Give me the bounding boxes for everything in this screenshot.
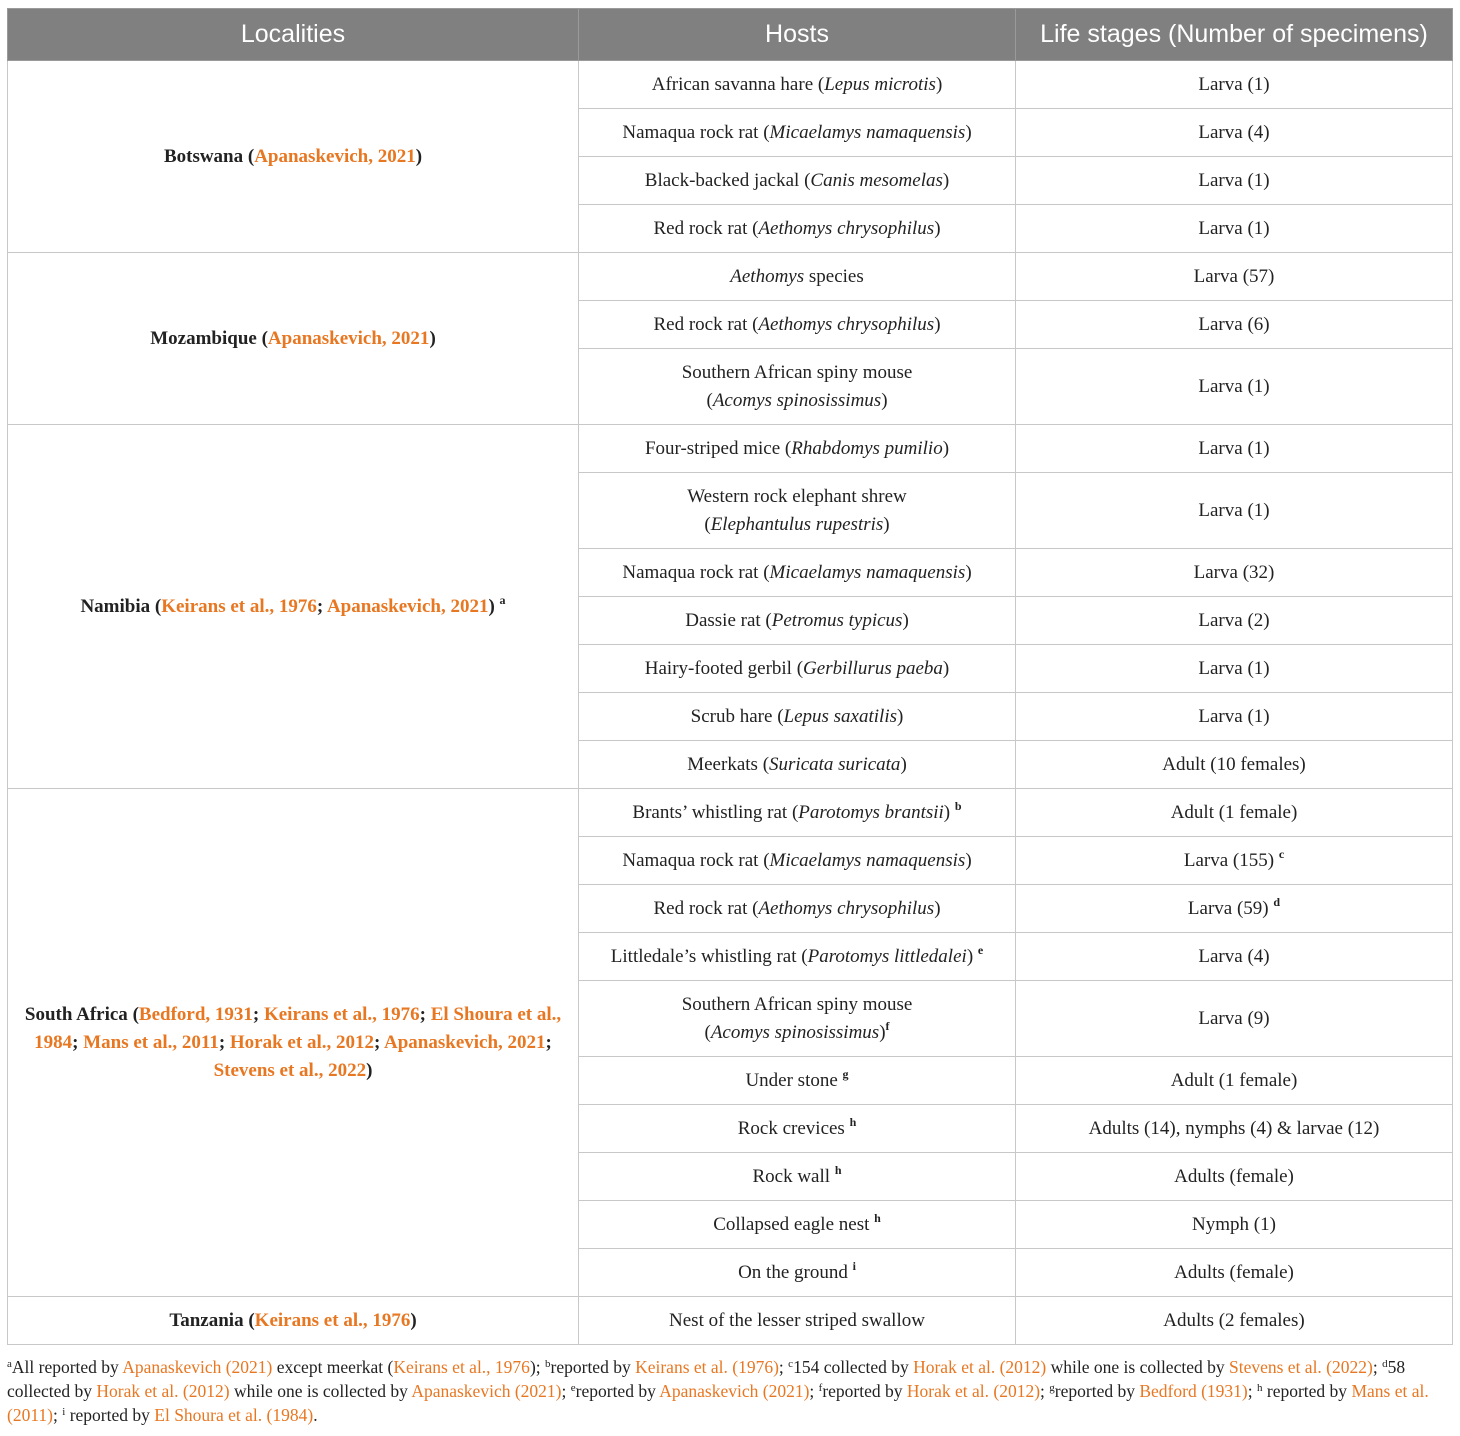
- host-name: Meerkats: [687, 753, 758, 775]
- life-stage-value: Larva (32): [1193, 561, 1275, 583]
- host-cell: Namaqua rock rat (Micaelamys namaquensis): [579, 109, 1016, 157]
- life-stage-cell: [1016, 693, 1453, 741]
- footnote-marker: c: [1278, 846, 1285, 861]
- life-stage-cell: [1016, 157, 1453, 205]
- reference-link[interactable]: Keirans et al., 1976: [254, 1309, 411, 1331]
- host-cell: [579, 253, 1016, 301]
- life-stage-cell: [1016, 1105, 1453, 1153]
- host-cell: Hairy-footed gerbil (Gerbillurus paeba): [579, 645, 1016, 693]
- reference-link[interactable]: Keirans et al., 1976: [263, 1003, 420, 1025]
- footnote-text: );: [529, 1357, 546, 1377]
- life-stage-value: Larva (1): [1198, 73, 1270, 95]
- life-stage-value: Larva (1): [1198, 437, 1270, 459]
- host-name: Scrub hare: [690, 705, 773, 727]
- footnote-marker: g: [1049, 1382, 1055, 1394]
- species-name: Lepus microtis: [824, 73, 936, 95]
- host-cell: Meerkats (Suricata suricata): [579, 741, 1016, 789]
- footnote-text: ;: [1247, 1381, 1257, 1401]
- footnote-marker: d: [1273, 894, 1281, 909]
- footnote-marker: c: [788, 1358, 794, 1370]
- footnote-text: ;: [1040, 1381, 1050, 1401]
- species-name: Lepus saxatilis: [783, 705, 897, 727]
- locality-name: Mozambique: [150, 327, 257, 349]
- life-stage-value: Larva (6): [1198, 313, 1270, 335]
- life-stage-value: Larva (9): [1198, 1007, 1270, 1029]
- reference-link[interactable]: Stevens et al. (2022): [1228, 1357, 1373, 1377]
- table-row: [8, 425, 1453, 473]
- life-stage-value: Larva (155): [1183, 849, 1275, 871]
- species-name: Aethomys chrysophilus: [758, 313, 935, 335]
- host-name: Brants’ whistling rat: [632, 801, 788, 823]
- footnote-marker: a: [499, 592, 506, 607]
- host-name: Collapsed eagle nest: [713, 1213, 870, 1235]
- host-cell: [579, 1105, 1016, 1153]
- reference-link[interactable]: Bedford (1931): [1139, 1381, 1248, 1401]
- locality-name: Botswana: [163, 145, 244, 167]
- species-name: Acomys spinosissimus: [710, 1021, 880, 1043]
- host-name: Southern African spiny mouse: [681, 993, 913, 1015]
- life-stage-cell: [1016, 933, 1453, 981]
- species-name: Elephantulus rupestris: [710, 513, 884, 535]
- life-stage-value: Larva (1): [1198, 499, 1270, 521]
- table-footnote: [7, 1355, 1455, 1427]
- locality-name: Tanzania: [169, 1309, 244, 1331]
- reference-link[interactable]: Horak et al., 2012: [229, 1031, 374, 1053]
- life-stage-cell: [1016, 981, 1453, 1057]
- locality-cell: Mozambique (Apanaskevich, 2021): [8, 253, 579, 425]
- locality-cell: Botswana (Apanaskevich, 2021): [8, 61, 579, 253]
- host-cell: Dassie rat (Petromus typicus): [579, 597, 1016, 645]
- life-stage-cell: [1016, 1057, 1453, 1105]
- reference-link[interactable]: Apanaskevich (2021): [659, 1381, 810, 1401]
- host-name: African savanna hare: [651, 73, 814, 95]
- life-stage-value: Larva (1): [1198, 217, 1270, 239]
- host-name: On the ground: [738, 1261, 848, 1283]
- life-stage-cell: [1016, 425, 1453, 473]
- species-name: Petromus typicus: [771, 609, 903, 631]
- life-stage-cell: [1016, 1297, 1453, 1345]
- life-stage-cell: [1016, 61, 1453, 109]
- life-stage-cell: [1016, 253, 1453, 301]
- reference-link[interactable]: Horak et al. (2012): [96, 1381, 230, 1401]
- host-cell: [579, 1297, 1016, 1345]
- life-stage-cell: [1016, 837, 1453, 885]
- host-cell: Four-striped mice (Rhabdomys pumilio): [579, 425, 1016, 473]
- host-cell: Western rock elephant shrew (Elephantulus rupestris): [579, 473, 1016, 549]
- host-cell: Southern African spiny mouse (Acomys spinosissimus)$^f$: [579, 981, 1016, 1057]
- footnote-marker: f: [885, 1018, 890, 1033]
- footnote-text: 154 collected by: [793, 1357, 914, 1377]
- locality-name: South Africa: [24, 1003, 128, 1025]
- life-stage-value: Adults (2 females): [1163, 1309, 1305, 1331]
- species-name: Aethomys chrysophilus: [758, 897, 935, 919]
- species-name: Rhabdomys pumilio: [791, 437, 943, 459]
- host-cell: Red rock rat (Aethomys chrysophilus): [579, 885, 1016, 933]
- footnote-marker: h: [834, 1162, 842, 1177]
- reference-link[interactable]: Apanaskevich, 2021: [384, 1031, 546, 1053]
- footnote-text: ;: [1372, 1357, 1383, 1377]
- host-name: Red rock rat: [653, 313, 748, 335]
- species-name: Canis mesomelas: [810, 169, 943, 191]
- footnote-text: .: [313, 1405, 318, 1425]
- life-stage-cell: [1016, 789, 1453, 837]
- life-stage-value: Larva (2): [1198, 609, 1270, 631]
- footnote-marker: f: [818, 1382, 823, 1394]
- footnote-text: while one is collected by: [229, 1381, 412, 1401]
- reference-link[interactable]: Apanaskevich, 2021: [254, 145, 416, 167]
- host-suffix: species: [804, 265, 864, 287]
- table-row: [8, 61, 1453, 109]
- header-life-stages: Life stages (Number of specimens): [1016, 9, 1453, 61]
- footnote-marker: e: [570, 1382, 576, 1394]
- host-name: Black-backed jackal: [644, 169, 800, 191]
- life-stage-value: Adults (14), nymphs (4) & larvae (12): [1088, 1117, 1380, 1139]
- footnote-text: All reported by: [11, 1357, 123, 1377]
- footnote-marker: g: [842, 1066, 849, 1081]
- host-name: Nest of the lesser striped swallow: [669, 1309, 925, 1331]
- life-stage-value: Larva (4): [1198, 945, 1270, 967]
- host-name: Rock wall: [752, 1165, 831, 1187]
- footnote-text: ;: [561, 1381, 571, 1401]
- life-stage-value: Adult (1 female): [1170, 1069, 1298, 1091]
- life-stage-cell: [1016, 549, 1453, 597]
- host-name: Red rock rat: [653, 897, 748, 919]
- host-name: Namaqua rock rat: [622, 561, 759, 583]
- table-body: [8, 61, 1453, 1345]
- reference-link[interactable]: Keirans et al. (1976): [635, 1357, 779, 1377]
- locality-cell: Tanzania (Keirans et al., 1976): [8, 1297, 579, 1345]
- footnote-marker: a: [7, 1358, 12, 1370]
- species-name: Suricata suricata: [769, 753, 901, 775]
- host-name: Namaqua rock rat: [622, 849, 759, 871]
- footnote-text: ;: [778, 1357, 789, 1377]
- host-name: Dassie rat: [685, 609, 761, 631]
- life-stage-value: Larva (59): [1187, 897, 1269, 919]
- header-hosts: Hosts: [579, 9, 1016, 61]
- host-name: Namaqua rock rat: [622, 121, 759, 143]
- footnote-text: reported by: [550, 1357, 636, 1377]
- footnote-text: ;: [53, 1405, 63, 1425]
- reference-link[interactable]: Stevens et al., 2022: [213, 1059, 367, 1081]
- host-cell: [579, 1249, 1016, 1297]
- footnote-text: reported by: [1054, 1381, 1140, 1401]
- reference-link[interactable]: Keirans et al., 1976: [161, 595, 317, 617]
- host-name: Littledale’s whistling rat: [610, 945, 797, 967]
- host-cell: [579, 1153, 1016, 1201]
- footnote-text: reported by: [822, 1381, 907, 1401]
- host-cell: [579, 1057, 1016, 1105]
- footnote-marker: h: [849, 1114, 857, 1129]
- host-cell: Southern African spiny mouse (Acomys spinosissimus): [579, 349, 1016, 425]
- life-stage-value: Larva (1): [1198, 169, 1270, 191]
- host-name: Red rock rat: [653, 217, 748, 239]
- reference-link[interactable]: Apanaskevich (2021): [411, 1381, 562, 1401]
- footnote-marker: i: [62, 1406, 66, 1418]
- reference-link[interactable]: Bedford, 1931: [138, 1003, 253, 1025]
- reference-link[interactable]: Mans et al., 2011: [83, 1031, 219, 1053]
- host-name: Hairy-footed gerbil: [644, 657, 792, 679]
- host-cell: Red rock rat (Aethomys chrysophilus): [579, 205, 1016, 253]
- host-cell: Red rock rat (Aethomys chrysophilus): [579, 301, 1016, 349]
- species-name: Parotomys littledalei: [807, 945, 967, 967]
- footnote-text: reported by: [575, 1381, 660, 1401]
- life-stage-cell: [1016, 1153, 1453, 1201]
- species-name: Micaelamys namaquensis: [769, 849, 966, 871]
- life-stage-cell: [1016, 349, 1453, 425]
- life-stage-value: Adults (female): [1174, 1261, 1294, 1283]
- footnote-text: except meerkat (: [272, 1357, 394, 1377]
- life-stage-value: Nymph (1): [1192, 1213, 1276, 1235]
- host-cell: Littledale’s whistling rat (Parotomys littledalei) $^e$: [579, 933, 1016, 981]
- host-cell: Namaqua rock rat (Micaelamys namaquensis): [579, 837, 1016, 885]
- life-stage-value: Adult (1 female): [1170, 801, 1298, 823]
- life-stage-cell: [1016, 473, 1453, 549]
- life-stage-cell: [1016, 1249, 1453, 1297]
- table-row: [8, 1297, 1453, 1345]
- life-stage-cell: [1016, 885, 1453, 933]
- life-stage-value: Larva (1): [1198, 705, 1270, 727]
- host-name: Western rock elephant shrew: [687, 485, 907, 507]
- life-stage-value: Adult (10 females): [1162, 753, 1306, 775]
- host-name: Under stone: [745, 1069, 838, 1091]
- life-stage-cell: [1016, 597, 1453, 645]
- locality-cell: Namibia (Keirans et al., 1976; Apanaskevich, 2021) $^a$: [8, 425, 579, 789]
- host-name: Southern African spiny mouse: [681, 361, 913, 383]
- life-stage-value: Adults (female): [1174, 1165, 1294, 1187]
- reference-link[interactable]: Apanaskevich, 2021: [267, 327, 430, 349]
- host-cell: [579, 1201, 1016, 1249]
- reference-link[interactable]: El Shoura et al., 1984: [34, 1003, 562, 1053]
- host-cell: Brants’ whistling rat (Parotomys brantsii) $^b$: [579, 789, 1016, 837]
- footnote-marker: i: [852, 1258, 856, 1273]
- locality-cell: South Africa (Bedford, 1931; Keirans et al., 1976; El Shoura et al., 1984; Mans et al., 2011; Horak et al., 2012; Apanaskevich, 2021; Stevens et al., 2022): [8, 789, 579, 1297]
- life-stage-value: Larva (57): [1193, 265, 1275, 287]
- species-name: Gerbillurus paeba: [803, 657, 943, 679]
- reference-link[interactable]: Mans et al. (2011): [7, 1381, 1429, 1425]
- footnote-marker: h: [874, 1210, 881, 1225]
- footnote-marker: d: [1382, 1358, 1388, 1370]
- life-stage-cell: [1016, 1201, 1453, 1249]
- reference-link[interactable]: Horak et al. (2012): [906, 1381, 1041, 1401]
- reference-link[interactable]: Apanaskevich (2021): [122, 1357, 273, 1377]
- life-stage-value: Larva (1): [1198, 375, 1270, 397]
- reference-link[interactable]: Keirans et al., 1976: [393, 1357, 530, 1377]
- table-row: [8, 789, 1453, 837]
- life-stage-cell: [1016, 645, 1453, 693]
- species-name: Parotomys brantsii: [798, 801, 944, 823]
- footnote-text: ;: [809, 1381, 819, 1401]
- species-name: Acomys spinosissimus: [712, 389, 882, 411]
- life-stage-cell: [1016, 109, 1453, 157]
- footnote-marker: e: [977, 942, 984, 957]
- life-stage-cell: [1016, 741, 1453, 789]
- host-cell: African savanna hare (Lepus microtis): [579, 61, 1016, 109]
- host-name: Four-striped mice: [644, 437, 781, 459]
- species-name: Micaelamys namaquensis: [769, 561, 966, 583]
- reference-link[interactable]: Apanaskevich, 2021: [326, 595, 489, 617]
- host-cell: Black-backed jackal (Canis mesomelas): [579, 157, 1016, 205]
- footnote-text: 58 collected by: [7, 1357, 1406, 1401]
- life-stage-cell: [1016, 301, 1453, 349]
- reference-link[interactable]: Horak et al. (2012): [913, 1357, 1047, 1377]
- footnote-marker: b: [545, 1358, 551, 1370]
- species-name: Aethomys chrysophilus: [758, 217, 935, 239]
- footnote-text: reported by: [65, 1405, 155, 1425]
- life-stage-cell: [1016, 205, 1453, 253]
- reference-link[interactable]: El Shoura et al. (1984): [154, 1405, 314, 1425]
- footnote-text: reported by: [1262, 1381, 1352, 1401]
- host-cell: Namaqua rock rat (Micaelamys namaquensis): [579, 549, 1016, 597]
- species-name: Aethomys: [730, 265, 805, 287]
- species-name: Micaelamys namaquensis: [769, 121, 966, 143]
- header-localities: Localities: [8, 9, 579, 61]
- header-row: [8, 9, 1453, 61]
- footnote-text: while one is collected by: [1046, 1357, 1229, 1377]
- footnote-marker: h: [1257, 1382, 1263, 1394]
- footnote-marker: b: [954, 798, 962, 813]
- locality-name: Namibia: [80, 595, 151, 617]
- host-cell: Scrub hare (Lepus saxatilis): [579, 693, 1016, 741]
- specimen-table: [7, 8, 1453, 1345]
- table-row: [8, 253, 1453, 301]
- life-stage-value: Larva (1): [1198, 657, 1270, 679]
- host-name: Rock crevices: [737, 1117, 845, 1139]
- life-stage-value: Larva (4): [1198, 121, 1270, 143]
